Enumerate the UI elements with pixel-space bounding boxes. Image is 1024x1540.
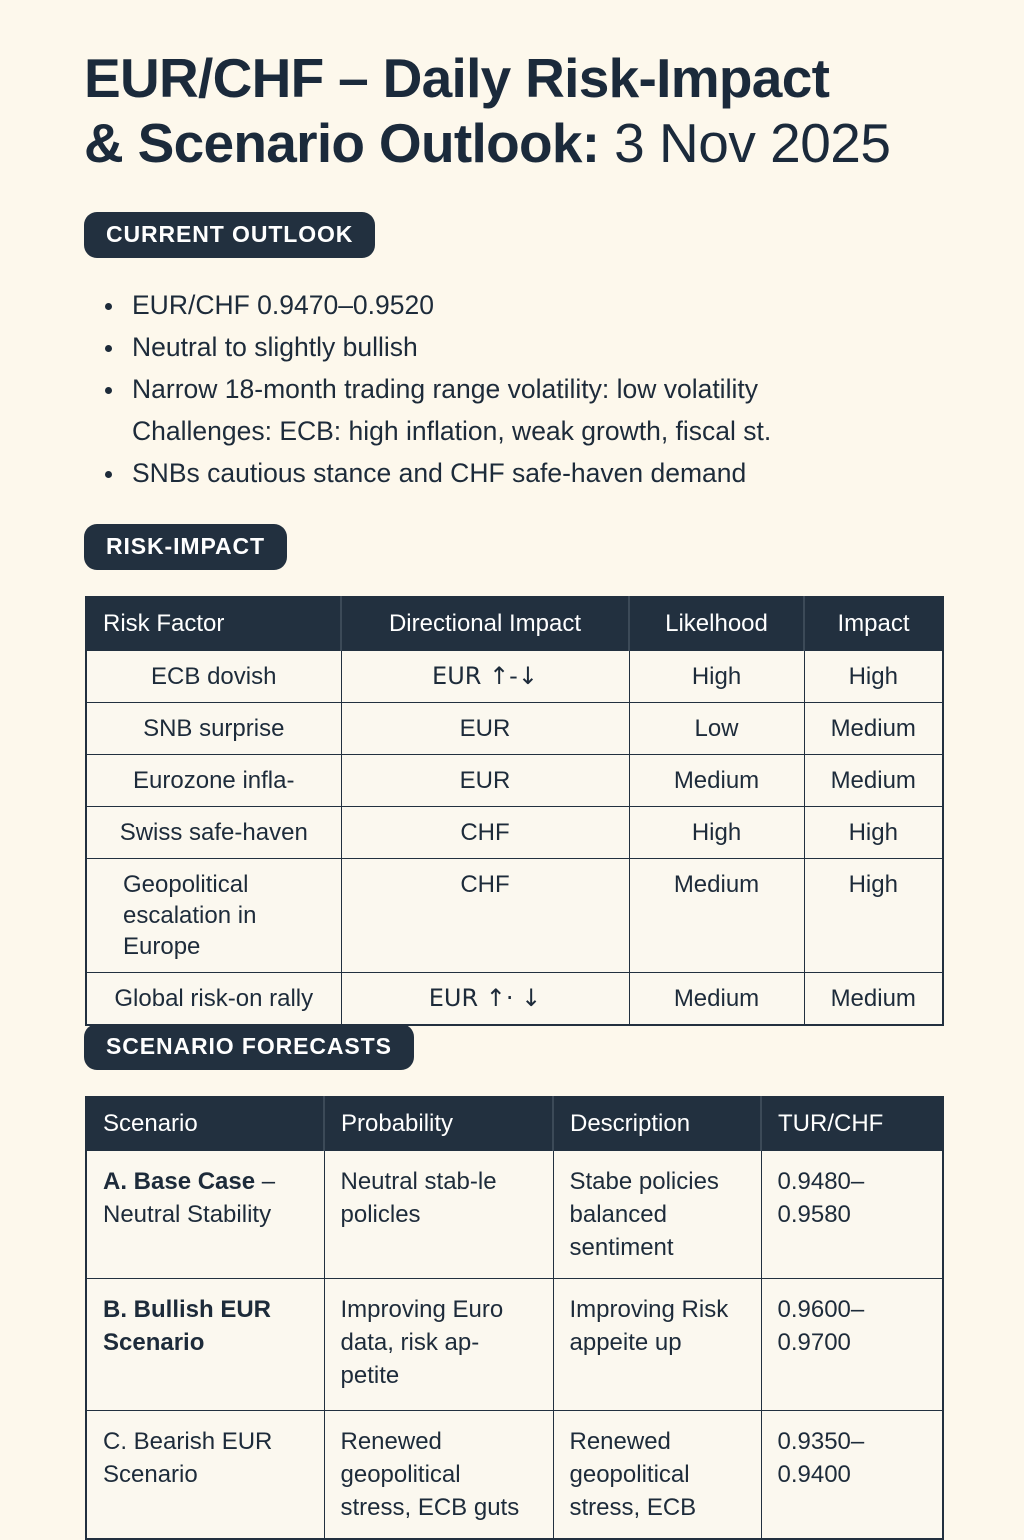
scenario-name-rest: – Neutral Stability bbox=[103, 1168, 276, 1228]
cell-impact: Medium bbox=[804, 755, 943, 807]
table-row bbox=[86, 807, 943, 859]
column-header-directional-impact: Directional Impact bbox=[341, 597, 629, 651]
current-outlook-list bbox=[96, 284, 976, 494]
cell-risk-factor: Eurozone infla- bbox=[86, 755, 341, 807]
cell-description: Renewed geopolitical stress, ECB bbox=[553, 1411, 761, 1540]
section-badge-scenario-forecasts: SCENARIO FORECASTS bbox=[84, 1024, 414, 1070]
list-item bbox=[96, 368, 976, 452]
risk-impact-table bbox=[85, 596, 944, 1026]
cell-impact: High bbox=[804, 807, 943, 859]
cell-probability: Renewed geopolitical stress, ECB guts bbox=[324, 1411, 553, 1540]
cell-description: Improving Risk appeite up bbox=[553, 1279, 761, 1411]
section-badge-current-outlook: CURRENT OUTLOOK bbox=[84, 212, 375, 258]
title-line-1: EUR/CHF – Daily Risk-Impact bbox=[84, 47, 830, 109]
column-header-impact: Impact bbox=[804, 597, 943, 651]
cell-probability: Improving Euro data, risk ap-petite bbox=[324, 1279, 553, 1411]
cell-impact: High bbox=[804, 859, 943, 973]
list-item bbox=[96, 326, 976, 368]
bullet-text: SNBs cautious stance and CHF safe-haven demand bbox=[132, 458, 747, 488]
section-badge-risk-impact: RISK-IMPACT bbox=[84, 524, 287, 570]
cell-range: 0.9600–0.9700 bbox=[761, 1279, 943, 1411]
list-item bbox=[96, 452, 976, 494]
table-row bbox=[86, 703, 943, 755]
bullet-text: Narrow 18-month trading range volatility: low volatility bbox=[132, 374, 758, 404]
title-main: & Scenario Outlook: bbox=[84, 112, 600, 174]
cell-risk-factor: ECB dovish bbox=[86, 651, 341, 703]
title-line-2 bbox=[84, 111, 964, 176]
column-header-likelihood: Likelhood bbox=[629, 597, 804, 651]
bullet-text: Neutral to slightly bullish bbox=[132, 332, 418, 362]
cell-likelihood: Medium bbox=[629, 859, 804, 973]
table-row bbox=[86, 755, 943, 807]
cell-range: 0.9350–0.9400 bbox=[761, 1411, 943, 1540]
page-title bbox=[84, 46, 964, 176]
cell-likelihood: High bbox=[629, 807, 804, 859]
cell-direction: CHF bbox=[341, 859, 629, 973]
table-row bbox=[86, 859, 943, 973]
column-header-tur-chf: TUR/CHF bbox=[761, 1097, 943, 1151]
cell-direction: EUR bbox=[341, 755, 629, 807]
bullet-subtext: Challenges: ECB: high inflation, weak growth, fiscal st. bbox=[132, 416, 772, 446]
cell-probability: Neutral stab-le policles bbox=[324, 1151, 553, 1279]
table-row bbox=[86, 973, 943, 1026]
cell-likelihood: Low bbox=[629, 703, 804, 755]
cell-likelihood: Medium bbox=[629, 973, 804, 1026]
list-item bbox=[96, 284, 976, 326]
cell-impact: Medium bbox=[804, 703, 943, 755]
column-header-risk-factor: Risk Factor bbox=[86, 597, 341, 651]
table-header-row bbox=[86, 597, 943, 651]
cell-direction: EUR bbox=[341, 703, 629, 755]
cell-likelihood: Medium bbox=[629, 755, 804, 807]
table-row bbox=[86, 1411, 943, 1540]
column-header-probability: Probability bbox=[324, 1097, 553, 1151]
cell-direction: CHF bbox=[341, 807, 629, 859]
table-row bbox=[86, 1151, 943, 1279]
cell-range: 0.9480–0.9580 bbox=[761, 1151, 943, 1279]
scenario-name-bold: A. Base Case bbox=[103, 1168, 256, 1195]
cell-description: Stabe policies balanced sentiment bbox=[553, 1151, 761, 1279]
cell-risk-factor: SNB surprise bbox=[86, 703, 341, 755]
table-row bbox=[86, 1279, 943, 1411]
cell-risk-factor: Global risk-on rally bbox=[86, 973, 341, 1026]
cell-scenario bbox=[86, 1151, 324, 1279]
table-header-row bbox=[86, 1097, 943, 1151]
cell-risk-factor: Swiss safe-haven bbox=[86, 807, 341, 859]
column-header-description: Description bbox=[553, 1097, 761, 1151]
cell-impact: High bbox=[804, 651, 943, 703]
cell-scenario: C. Bearish EUR Scenario bbox=[86, 1411, 324, 1540]
cell-direction: EUR ↑· ↓ bbox=[341, 973, 629, 1026]
cell-direction: EUR ↑-↓ bbox=[341, 651, 629, 703]
cell-impact: Medium bbox=[804, 973, 943, 1026]
scenario-forecast-table bbox=[85, 1096, 944, 1540]
cell-likelihood: High bbox=[629, 651, 804, 703]
cell-scenario: B. Bullish EUR Scenario bbox=[86, 1279, 324, 1411]
bullet-text: EUR/CHF 0.9470–0.9520 bbox=[132, 290, 434, 320]
table-row bbox=[86, 651, 943, 703]
column-header-scenario: Scenario bbox=[86, 1097, 324, 1151]
title-date: 3 Nov 2025 bbox=[599, 112, 891, 174]
cell-risk-factor: Geopolitical escalation in Europe bbox=[86, 859, 341, 973]
